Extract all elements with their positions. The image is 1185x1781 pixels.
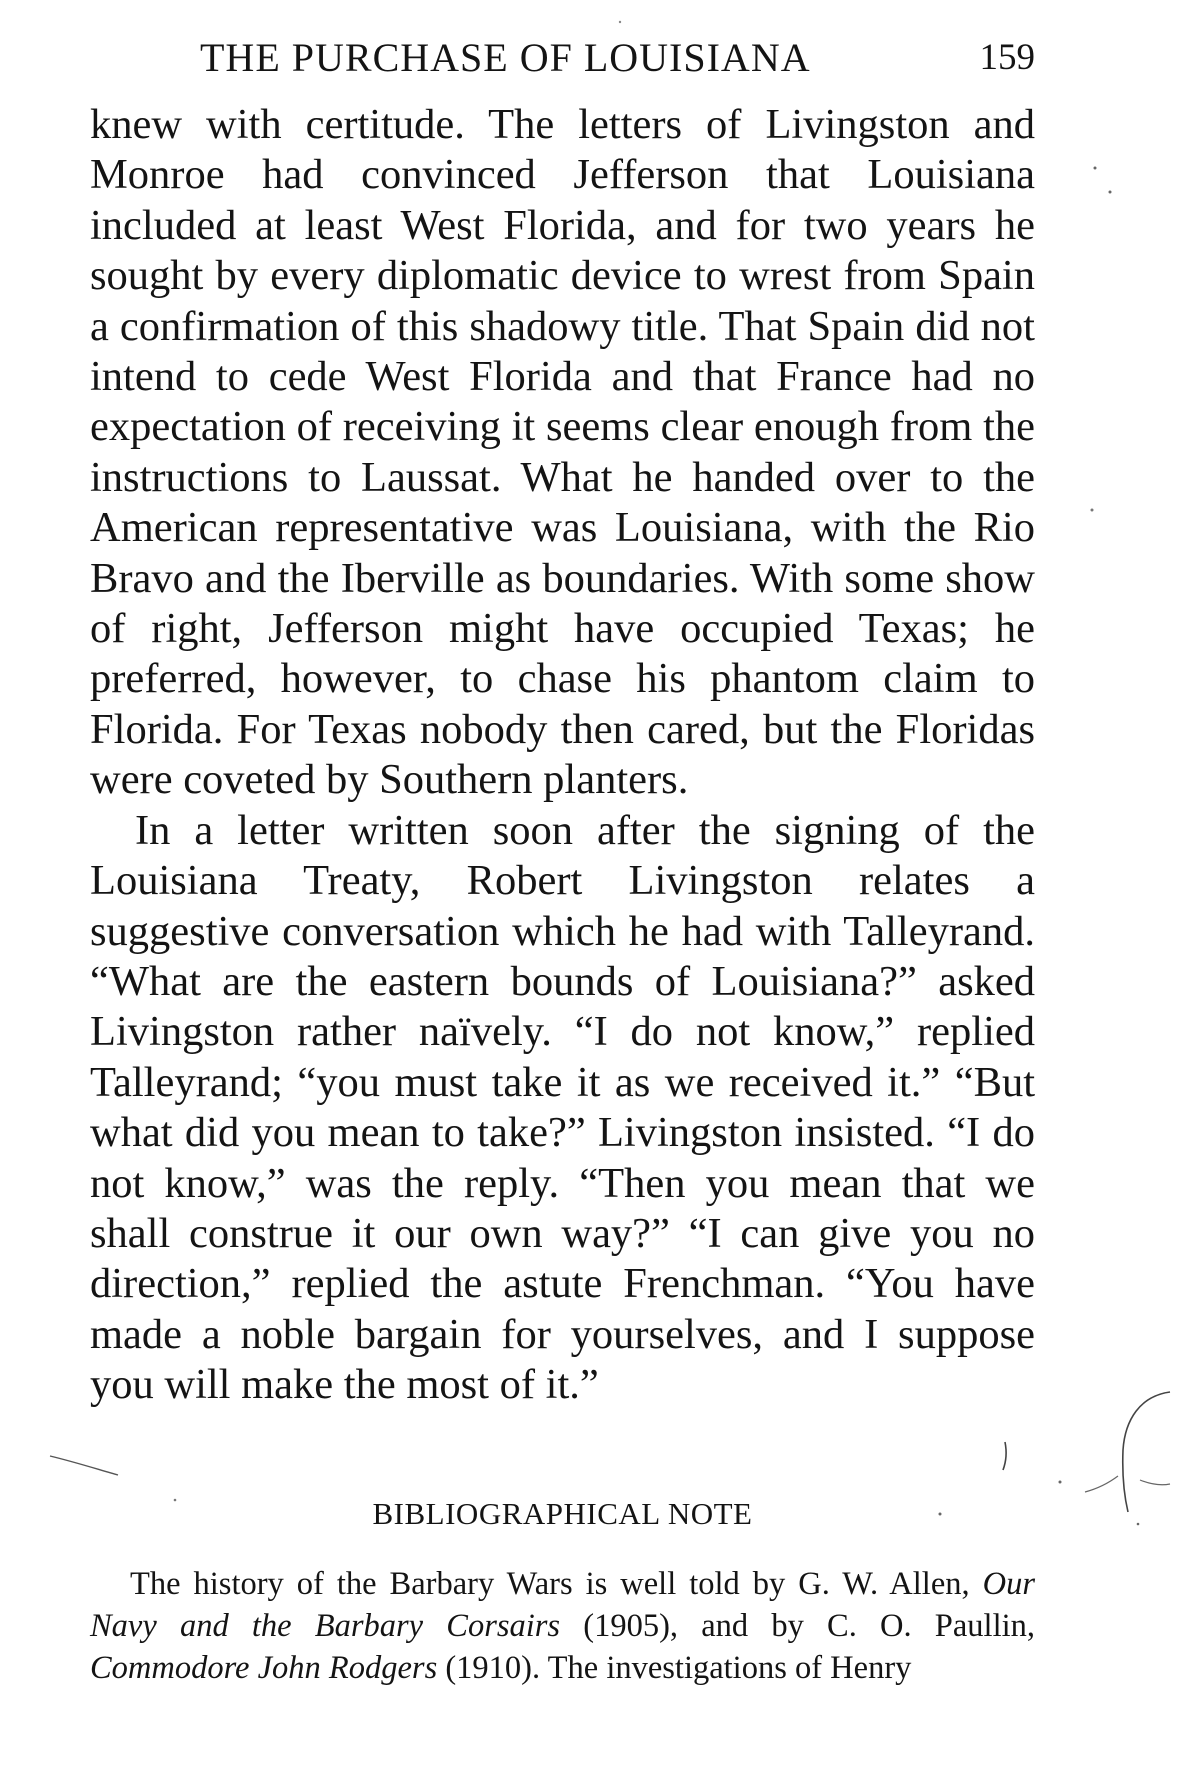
scan-mark-dot [1137, 1523, 1140, 1526]
scan-mark-curve [1123, 1392, 1170, 1512]
note-text-segment: (1905), and by C. O. Paullin, [560, 1608, 1035, 1644]
page-number: 159 [979, 37, 1035, 78]
note-text-segment: The history of the Barbary Wars is well told by G. W. Allen, [130, 1566, 983, 1602]
bibliographical-note-paragraph [90, 1563, 1035, 1689]
scan-mark-dot [1109, 191, 1112, 194]
running-head [90, 28, 1035, 88]
scan-mark-dot [1094, 167, 1097, 170]
scan-mark-dash [1085, 1476, 1118, 1492]
paragraph-continued: knew with certitude. The letters of Livingston and Monroe had convinced Jefferson that Louisiana included at least West Florida, and for two years he sought by every diplomatic device to wrest from Spain a confirmation of this shadowy title. That Spain did not intend to cede West Florida and that France had no expectation of receiving it seems clear enough from the instructions to Laussat. What he handed over to the American representative was Louisiana, with the Rio Bravo and the Iberville as boundaries. With some show of right, Jefferson might have occupied Texas; he preferred, however, to chase his phantom claim to Florida. For Texas nobody then cared, but the Floridas were coveted by Southern planters. [90, 101, 1035, 804]
scan-mark-dash [1140, 1480, 1170, 1485]
book-title-barbary-corsairs: Our Navy and the Barbary Corsairs [90, 1566, 1035, 1644]
paragraph-livingston-letter: In a letter written soon after the signing of the Louisiana Treaty, Robert Livingston relates a suggestive conversation which he had with Talleyrand. “What are the eastern bounds of Louisiana?” asked Livingston rather naïvely. “I do not know,” replied Talleyrand; “you must take it as we received it.” “But what did you mean to take?” Livingston insisted. “I do not know,” was the reply. “Then you mean that we shall construe it our own way?” “I can give you no direction,” replied the astute Frenchman. “You have made a noble bargain for yourselves, and I suppose you will make the most of it.” [90, 806, 1035, 1409]
running-title: THE PURCHASE OF LOUISIANA [200, 35, 811, 80]
scan-mark-dot [1091, 509, 1094, 512]
scan-mark-dash [50, 1456, 118, 1475]
scan-mark-dot [619, 21, 621, 23]
bibliographical-note-text [90, 1563, 1035, 1689]
scan-mark-stroke [1003, 1442, 1006, 1470]
book-title-john-rodgers: Commodore John Rodgers [90, 1650, 438, 1686]
body-text [90, 100, 1035, 1411]
bibliographical-note-heading: BIBLIOGRAPHICAL NOTE [372, 1496, 753, 1531]
scan-mark-dot [1059, 1481, 1062, 1484]
note-text-segment: (1910). The investigations of Henry [437, 1650, 912, 1686]
